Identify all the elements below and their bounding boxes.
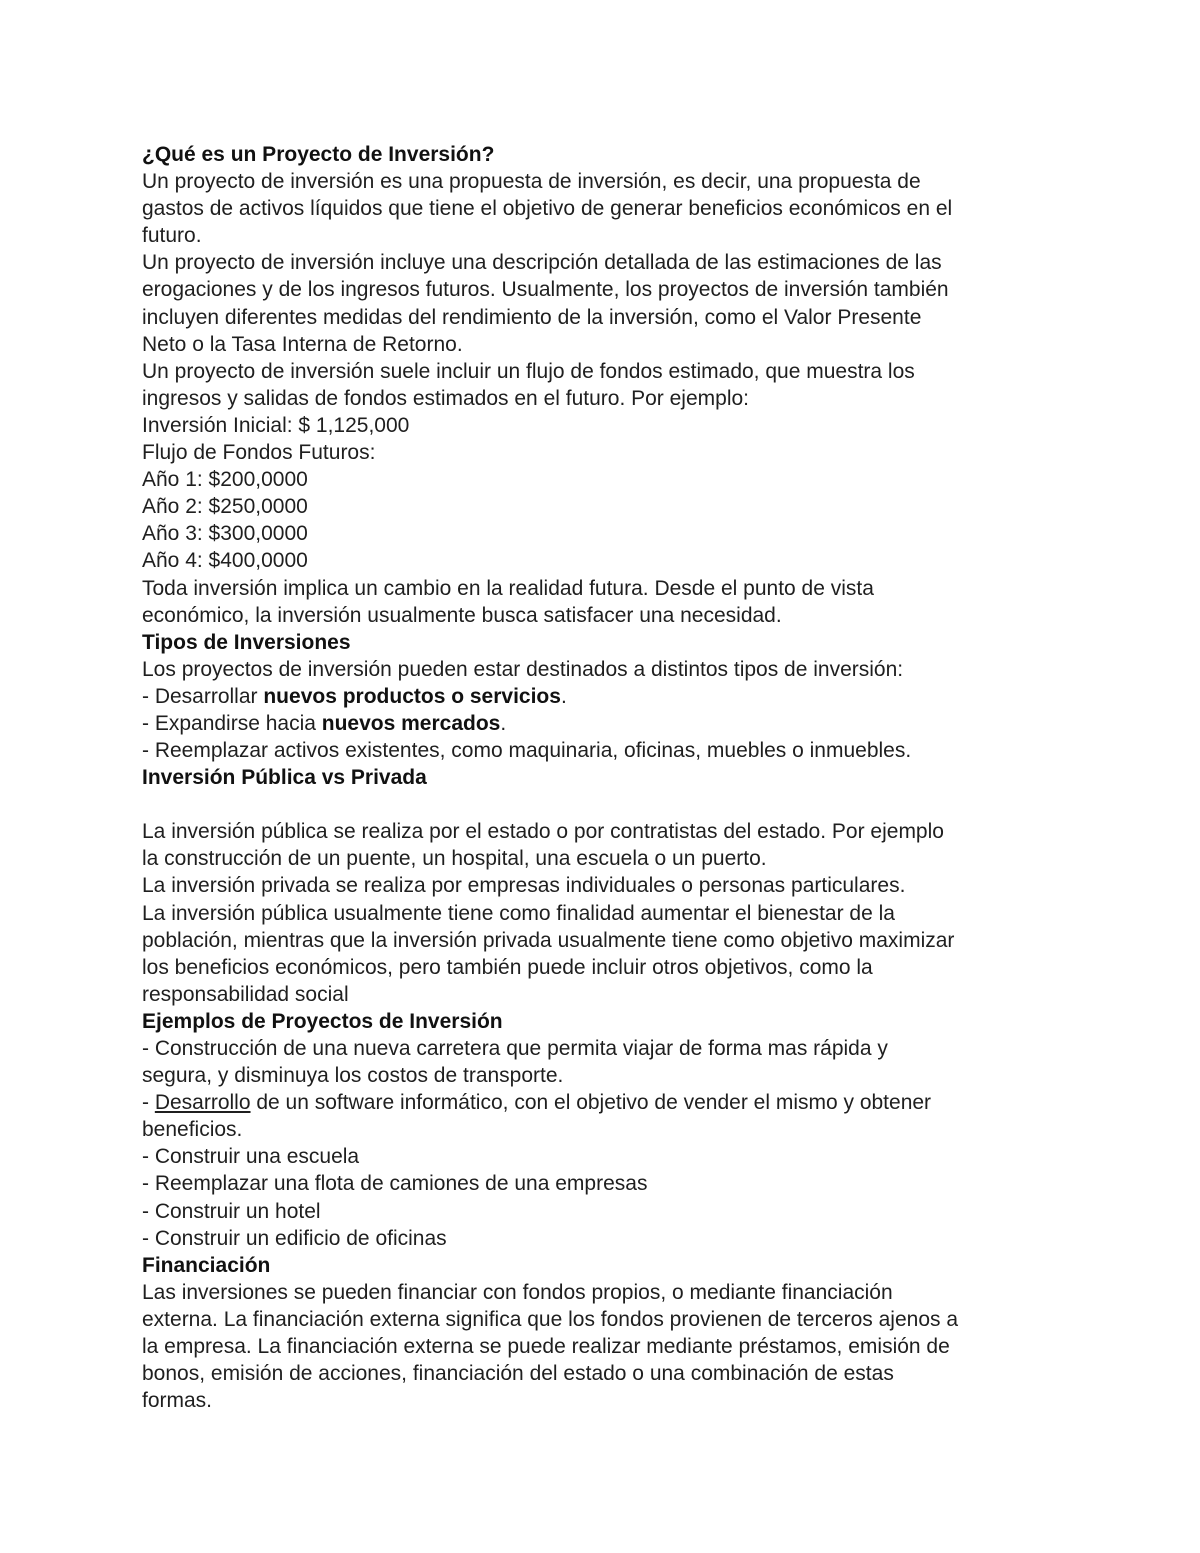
paragraph-line: población, mientras que la inversión privada usualmente tiene como objetivo maximizar — [142, 928, 955, 952]
list-item-text: . — [500, 711, 507, 735]
paragraph-line: futuro. — [142, 224, 202, 248]
paragraph-line: Toda inversión implica un cambio en la realidad futura. Desde el punto de vista — [142, 576, 874, 600]
list-item: - Construir una escuela — [142, 1145, 360, 1169]
list-item — [142, 1089, 1072, 1116]
paragraph-line: bonos, emisión de acciones, financiación del estado o una combinación de estas — [142, 1362, 894, 1386]
list-item: - Construcción de una nueva carretera que permita viajar de forma mas rápida y — [142, 1037, 888, 1060]
paragraph-line: incluyen diferentes medidas del rendimiento de la inversión, como el Valor Presente — [142, 305, 922, 329]
list-item — [142, 710, 1072, 737]
paragraph-line: Un proyecto de inversión suele incluir un flujo de fondos estimado, que muestra los — [142, 359, 915, 383]
paragraph-line: Las inversiones se pueden financiar con fondos propios, o mediante financiación — [142, 1280, 893, 1304]
list-item: - Construir un edificio de oficinas — [142, 1226, 447, 1250]
paragraph-line: económico, la inversión usualmente busca satisfacer una necesidad. — [142, 603, 782, 627]
list-item — [142, 683, 1072, 710]
list-item: - Reemplazar una flota de camiones de una empresas — [142, 1172, 648, 1196]
document-body — [142, 141, 1072, 1414]
ejemplos-section — [142, 1008, 1072, 1252]
paragraph-line: responsabilidad social — [142, 982, 349, 1006]
list-item-continuation: segura, y disminuya los costos de transporte. — [142, 1064, 564, 1088]
publica-section — [142, 764, 1072, 1008]
section-heading-publica: Inversión Pública vs Privada — [142, 766, 427, 790]
paragraph-line: gastos de activos líquidos que tiene el objetivo de generar beneficios económicos en el — [142, 197, 953, 221]
list-item-continuation: beneficios. — [142, 1118, 243, 1142]
initial-investment-line: Inversión Inicial: $ 1,125,000 — [142, 413, 410, 437]
list-item-text: - Desarrollar — [142, 684, 264, 708]
cash-flow-year-2: Año 2: $250,0000 — [142, 495, 308, 519]
paragraph-line: La inversión privada se realiza por empresas individuales o personas particulares. — [142, 874, 906, 898]
paragraph-line: externa. La financiación externa significa que los fondos provienen de terceros ajenos a — [142, 1307, 959, 1331]
paragraph-line: La inversión pública usualmente tiene como finalidad aumentar el bienestar de la — [142, 901, 895, 925]
paragraph-line: formas. — [142, 1389, 213, 1413]
section-heading-ejemplos: Ejemplos de Proyectos de Inversión — [142, 1009, 503, 1033]
bold-term: nuevos mercados — [321, 711, 501, 735]
intro-section — [142, 168, 1072, 629]
list-item-text: de un software informático, con el objetivo de vender el mismo y obtener — [250, 1091, 932, 1115]
paragraph-line: erogaciones y de los ingresos futuros. Usualmente, los proyectos de inversión también — [142, 278, 949, 302]
section-heading-tipos: Tipos de Inversiones — [142, 630, 351, 654]
tipos-section — [142, 629, 1072, 764]
list-item: - Reemplazar activos existentes, como maquinaria, oficinas, muebles o inmuebles. — [142, 739, 912, 763]
list-item-text: - — [142, 1091, 155, 1115]
bold-term: nuevos productos o servicios — [263, 684, 561, 708]
cash-flow-year-1: Año 1: $200,0000 — [142, 468, 308, 492]
cash-flow-year-4: Año 4: $400,0000 — [142, 549, 308, 573]
paragraph-line: Un proyecto de inversión incluye una descripción detallada de las estimaciones de las — [142, 251, 942, 275]
list-item-text: . — [560, 684, 567, 708]
paragraph-line: los beneficios económicos, pero también puede incluir otros objetivos, como la — [142, 955, 873, 979]
financiacion-section — [142, 1252, 1072, 1415]
cash-flow-label: Flujo de Fondos Futuros: — [142, 441, 376, 465]
list-item: - Construir un hotel — [142, 1199, 321, 1223]
paragraph-line: la construcción de un puente, un hospital, una escuela o un puerto. — [142, 847, 767, 871]
cash-flow-year-3: Año 3: $300,0000 — [142, 522, 308, 546]
paragraph-line: Neto o la Tasa Interna de Retorno. — [142, 332, 463, 356]
list-item-text: - Expandirse hacia — [142, 711, 322, 735]
paragraph-line: ingresos y salidas de fondos estimados en el futuro. Por ejemplo: — [142, 386, 750, 410]
paragraph-line: Los proyectos de inversión pueden estar destinados a distintos tipos de inversión: — [142, 657, 904, 681]
paragraph-line: la empresa. La financiación externa se puede realizar mediante préstamos, emisión de — [142, 1335, 950, 1359]
section-heading-financiacion: Financiación — [142, 1253, 271, 1277]
paragraph-line: La inversión pública se realiza por el estado o por contratistas del estado. Por ejemplo — [142, 820, 944, 844]
blank-line — [142, 791, 1072, 818]
desarrollo-link[interactable]: Desarrollo — [154, 1091, 251, 1115]
paragraph-line: Un proyecto de inversión es una propuesta de inversión, es decir, una propuesta de — [142, 170, 921, 194]
document-title: ¿Qué es un Proyecto de Inversión? — [142, 143, 495, 166]
